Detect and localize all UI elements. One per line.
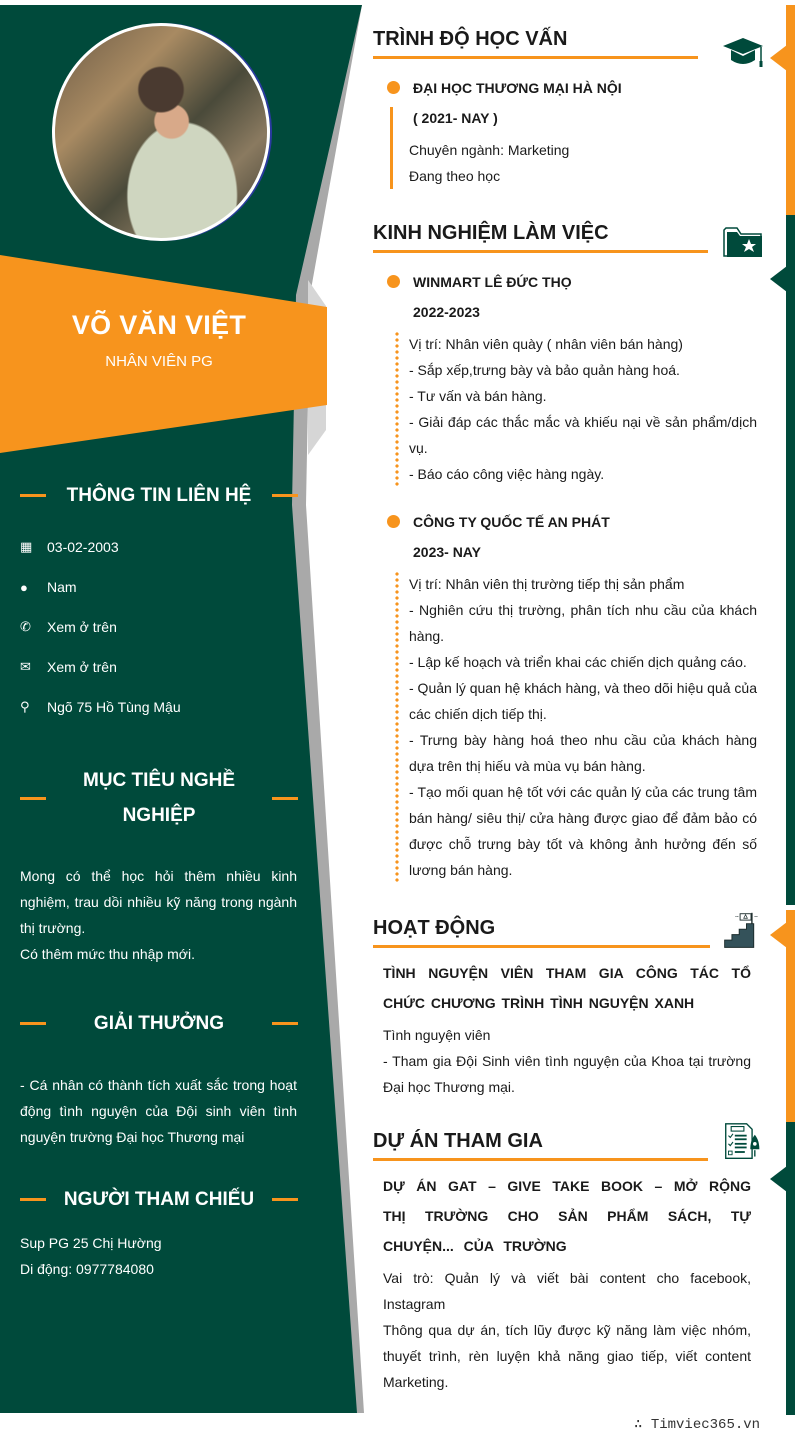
bullet-dot <box>387 515 400 528</box>
heading-dash <box>20 797 46 800</box>
contact-list <box>20 527 300 727</box>
heading-dash <box>272 494 298 497</box>
strip-arrow <box>770 266 787 292</box>
heading-dash <box>20 1198 46 1201</box>
heading-dash <box>272 797 298 800</box>
education-title: TRÌNH ĐỘ HỌC VẤN <box>373 28 568 50</box>
strip-activities <box>786 910 795 1122</box>
job-details: Vị trí: Nhân viên quày ( nhân viên bán hàng) - Sắp xếp,trưng bày và bảo quản hàng hoá. - Tư vấn và bán hàng. - Giải đáp các thắc mắc và khiếu nại về sản phẩm/dịch vụ. - Báo cáo công việc hàng ngày. <box>373 331 757 487</box>
education-body: Chuyên ngành: Marketing Đang theo học <box>373 137 757 189</box>
experience-section <box>373 218 763 883</box>
strip-experience <box>786 215 795 905</box>
references-text: Sup PG 25 Chị Hường Di động: 0977784080 <box>20 1235 162 1277</box>
project-role: Vai trò: Quản lý và viết bài content cho facebook, Instagram <box>383 1270 751 1312</box>
strip-education <box>786 5 795 215</box>
strip-arrow <box>770 1166 787 1192</box>
bullet-dot <box>387 275 400 288</box>
activities-section <box>373 913 763 1100</box>
watermark: ∴ Timviec365.vn <box>634 1417 761 1433</box>
job-period: 2022-2023 <box>413 304 480 320</box>
heading-dash <box>20 1022 46 1025</box>
project-title: DỰ ÁN GAT – GIVE TAKE BOOK – MỞ RỘNG THỊ TRƯỜNG CHO SẢN PHẨM SÁCH, TỰ CHUYỆN... CỦA TRƯỜNG <box>383 1178 751 1254</box>
checklist-rocket-icon <box>721 1122 765 1162</box>
bullet-dot <box>387 81 400 94</box>
job-company: WINMART LÊ ĐỨC THỌ <box>373 267 763 297</box>
phone-icon: ✆ <box>20 619 31 634</box>
candidate-name: VÕ VĂN VIỆT <box>71 310 247 340</box>
experience-title: KINH NGHIỆM LÀM VIỆC <box>373 222 609 244</box>
projects-title: DỰ ÁN THAM GIA <box>373 1130 543 1152</box>
job-company: CÔNG TY QUỐC TẾ AN PHÁT <box>373 507 763 537</box>
contact-item-email: ✉ Xem ở trên <box>20 659 117 675</box>
strip-arrow <box>770 45 787 71</box>
job-details: Vị trí: Nhân viên thị trường tiếp thị sản phẩm - Nghiên cứu thị trường, phân tích nhu cầu của khách hàng. - Lập kế hoạch và triển khai các chiến dịch quảng cáo. - Quản lý quan hệ khách hàng, và theo dõi hiệu quả của các chiến dịch tiếp thị. - Trưng bày hàng hoá theo nhu cầu của khách hàng dựa trên thị hiếu và mùa vụ bán hàng. - Tạo mối quan hệ tốt với các quản lý của các trung tâm bán hàng/ siêu thị/ cửa hàng được giao để đảm bảo có được chỗ trưng bày tốt và không ảnh hưởng đến số lương bán hàng. <box>373 571 757 883</box>
contact-item-phone: ✆ Xem ở trên <box>20 619 117 635</box>
location-icon: ⚲ <box>20 699 30 714</box>
calendar-icon: ▦ <box>20 539 33 554</box>
activity-desc: - Tham gia Đội Sinh viên tình nguyện của Khoa tại trường Đại học Thương mại. <box>383 1053 751 1095</box>
email-icon: ✉ <box>20 659 31 674</box>
heading-dash <box>20 494 46 497</box>
heading-dash <box>272 1022 298 1025</box>
user-icon: ● <box>20 579 28 595</box>
graduation-cap-icon <box>721 32 765 72</box>
strip-projects <box>786 1122 795 1415</box>
activity-role: Tình nguyện viên <box>383 1027 491 1043</box>
folder-star-icon <box>721 222 765 262</box>
avatar <box>52 23 270 241</box>
job-title: NHÂN VIÊN PG <box>105 353 213 370</box>
awards-heading: GIẢI THƯỞNG <box>20 1006 298 1041</box>
contact-item-address: ⚲ Ngõ 75 Hồ Tùng Mậu <box>20 699 181 715</box>
awards-text: - Cá nhân có thành tích xuất sắc trong hoạt động tình nguyện của Đội sinh viên tình nguyện trường Đại học Thương mại <box>20 1077 297 1145</box>
references-heading: NGƯỜI THAM CHIẾU <box>20 1182 298 1217</box>
activity-title: TÌNH NGUYỆN VIÊN THAM GIA CÔNG TÁC TỔ CHỨC CHƯƠNG TRÌNH TÌNH NGUYỆN XANH <box>383 965 751 1011</box>
activities-title: HOẠT ĐỘNG <box>373 917 496 939</box>
project-desc: Thông qua dự án, tích lũy được kỹ năng làm việc nhóm, thuyết trình, rèn luyện khả năng giao tiếp, viết content Marketing. <box>383 1322 751 1390</box>
strip-arrow <box>770 922 787 948</box>
stairs-flag-icon <box>719 911 763 951</box>
contact-item-birthday: ▦ 03-02-2003 <box>20 539 119 555</box>
education-entry-head: ĐẠI HỌC THƯƠNG MẠI HÀ NỘI <box>373 73 763 103</box>
education-period: ( 2021- NAY ) <box>413 110 498 126</box>
job-period: 2023- NAY <box>413 544 481 560</box>
projects-section <box>373 1126 763 1395</box>
contact-heading: THÔNG TIN LIÊN HỆ <box>20 478 298 513</box>
contact-item-gender: ● Nam <box>20 579 77 595</box>
objective-heading: MỤC TIÊU NGHỀ NGHIỆP <box>20 763 298 833</box>
objective-text: Mong có thể học hỏi thêm nhiều kinh nghiệm, trau dồi nhiều kỹ năng trong ngành thị trường. Có thêm mức thu nhập mới. <box>20 868 297 962</box>
education-section <box>373 24 763 189</box>
name-block <box>0 310 318 370</box>
heading-dash <box>272 1198 298 1201</box>
